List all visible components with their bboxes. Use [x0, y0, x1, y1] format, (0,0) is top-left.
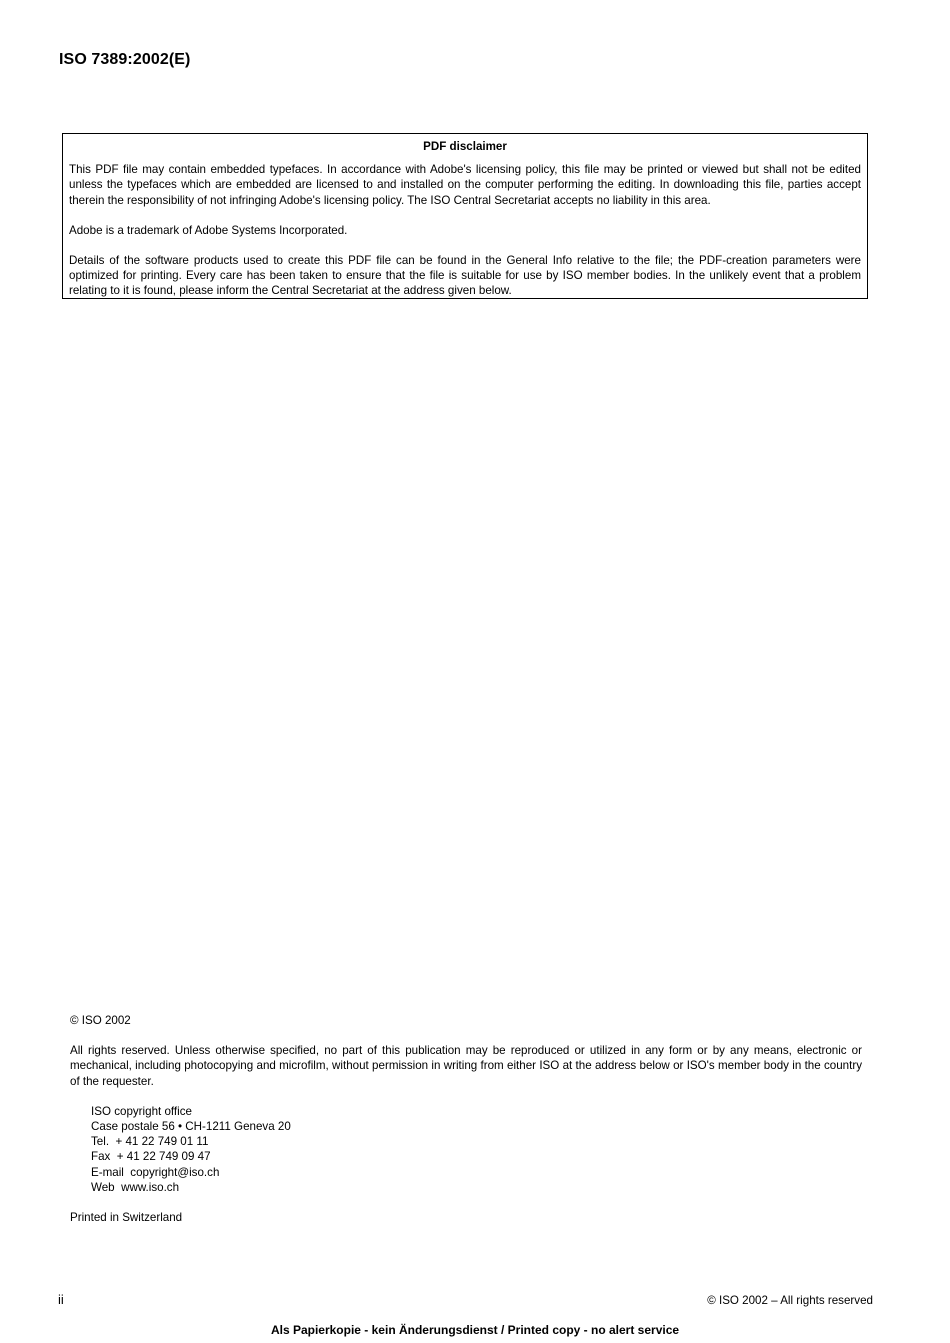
- disclaimer-paragraph-details: Details of the software products used to create this PDF file can be found in the General Info relative to the file; the PDF-creation parameters were optimized for printing. Every care has been taken to ensure that the file is suitable for use by ISO member bodies. In the unlikely event that a problem relating to it is found, please inform the Central Secretariat at the address given below.: [69, 254, 861, 298]
- footer-notice: Als Papierkopie - kein Änderungsdienst / Printed copy - no alert service: [270, 1323, 680, 1337]
- address-fax: Fax + 41 22 749 09 47: [91, 1150, 211, 1164]
- document-id: ISO 7389:2002(E): [59, 51, 191, 68]
- page-number: ii: [58, 1292, 64, 1307]
- address-web: Web www.iso.ch: [91, 1180, 180, 1194]
- footer-copyright: © ISO 2002 – All rights reserved: [707, 1294, 873, 1307]
- disclaimer-title: PDF disclaimer: [423, 140, 507, 153]
- address-office: ISO copyright office: [91, 1104, 192, 1118]
- disclaimer-paragraph-typefaces: This PDF file may contain embedded typefaces. In accordance with Adobe's licensing policy, this file may be printed or viewed but shall not be edited unless the typefaces which are embedded are licensed to and installed on the computer performing the editing. In downloading this file, parties accept therein the responsibility of not infringing Adobe's licensing policy. The ISO Central Secretariat accepts no liability in this area.: [69, 163, 861, 207]
- rights-reserved-text: All rights reserved. Unless otherwise specified, no part of this publication may be reproduced or utilized in any form or by any means, electronic or mechanical, including photocopying and microfilm, without permission in writing from either ISO at the address below or ISO's member body in the country of the requester.: [70, 1044, 862, 1088]
- address-tel: Tel. + 41 22 749 01 11: [91, 1135, 209, 1149]
- copyright-office-address: [91, 1104, 862, 1195]
- disclaimer-paragraph-trademark: Adobe is a trademark of Adobe Systems Incorporated.: [69, 223, 348, 237]
- copyright-line: © ISO 2002: [70, 1014, 131, 1027]
- printed-in: Printed in Switzerland: [70, 1211, 183, 1225]
- address-postal: Case postale 56 • CH-1211 Geneva 20: [91, 1120, 291, 1134]
- address-email: E-mail copyright@iso.ch: [91, 1165, 220, 1179]
- pdf-disclaimer-box: [62, 133, 868, 299]
- copyright-block: [70, 1013, 862, 1225]
